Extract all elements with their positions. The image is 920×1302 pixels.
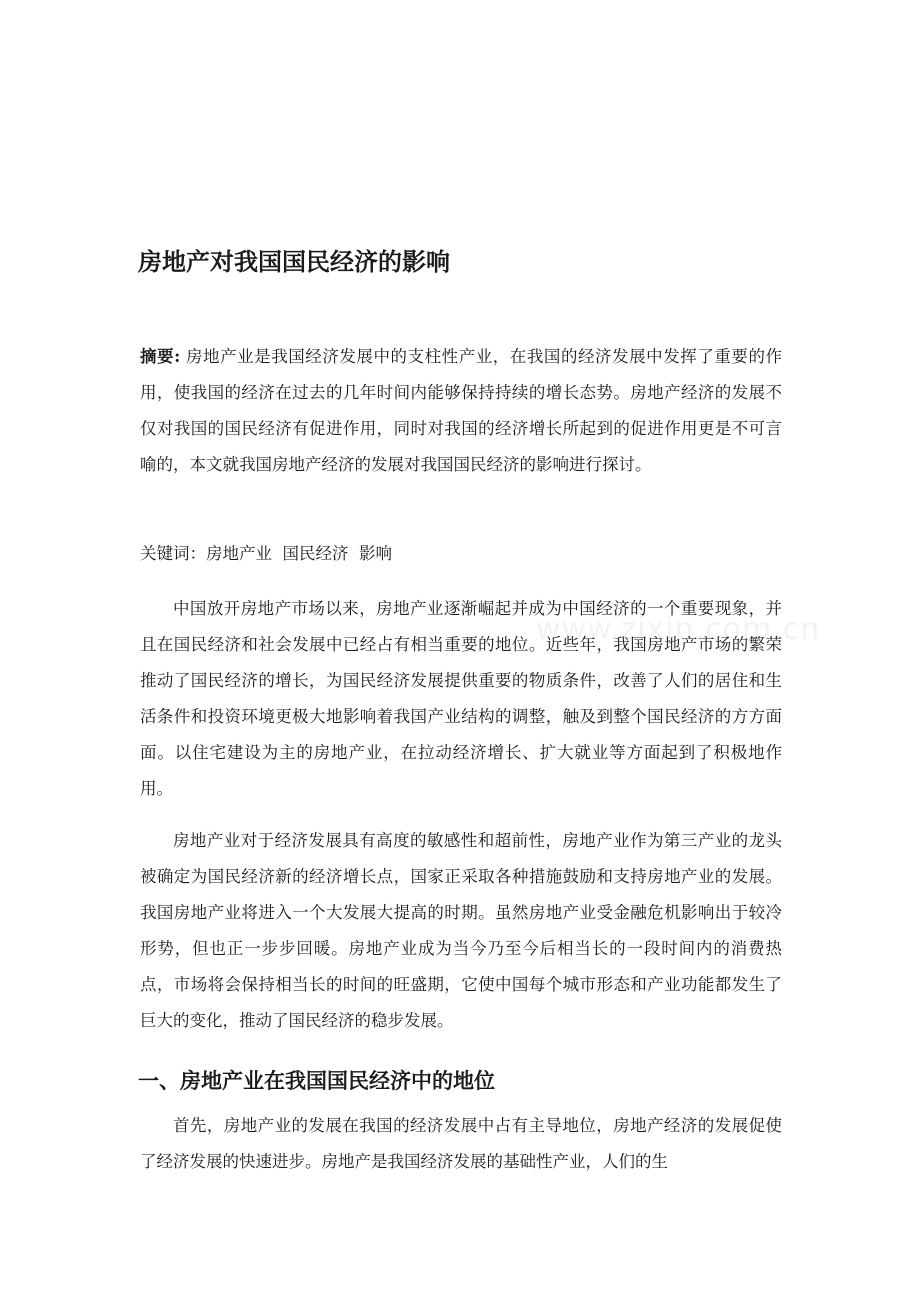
abstract-text: 房地产业是我国经济发展中的支柱性产业，在我国的经济发展中发挥了重要的作用，使我国的经济在过去的几年时间内能够保持持续的增长态势。房地产经济的发展不仅对我国的国民经济有促进作用，同时对我国的经济增长所起到的促进作用更是不可言喻的，本文就我国房地产经济的发展对我国国民经济的影响进行探讨。: [140, 347, 782, 474]
section-heading: 一、房地产业在我国国民经济中的地位: [138, 1068, 495, 1093]
body-paragraph-1: 中国放开房地产市场以来，房地产业逐渐崛起并成为中国经济的一个重要现象，并且在国民经济和社会发展中已经占有相当重要的地位。近些年，我国房地产市场的繁荣推动了国民经济的增长，为国民经济发展提供重要的物质条件，改善了人们的居住和生活条件和投资环境更极大地影响着我国产业结构的调整，触及到整个国民经济的方方面面。以住宅建设为主的房地产业，在拉动经济增长、扩大就业等方面起到了积极地作用。: [140, 599, 782, 798]
watermark: www.zixin.com.cn: [536, 612, 821, 647]
document-title: 房地产对我国国民经济的影响: [138, 247, 450, 276]
abstract-label: 摘要:: [140, 347, 181, 366]
abstract-paragraph: [140, 339, 782, 483]
section-paragraph: 首先，房地产业的发展在我国的经济发展中占有主导地位，房地产经济的发展促使了经济发展的快速进步。房地产是我国经济发展的基础性产业，人们的生: [140, 1116, 782, 1171]
body-paragraph-2: 房地产业对于经济发展具有高度的敏感性和超前性，房地产业作为第三产业的龙头被确定为国民经济新的经济增长点，国家正采取各种措施鼓励和支持房地产业的发展。我国房地产业将进入一个大发展大提高的时期。虽然房地产业受金融危机影响出于较冷形势，但也正一步步回暖。房地产业成为当今乃至今后相当长的一段时间内的消费热点，市场将会保持相当长的时间的旺盛期，它使中国每个城市形态和产业功能都发生了巨大的变化，推动了国民经济的稳步发展。: [140, 831, 782, 1030]
keywords-line: 关键词：房地产业 国民经济 影响: [140, 544, 392, 563]
